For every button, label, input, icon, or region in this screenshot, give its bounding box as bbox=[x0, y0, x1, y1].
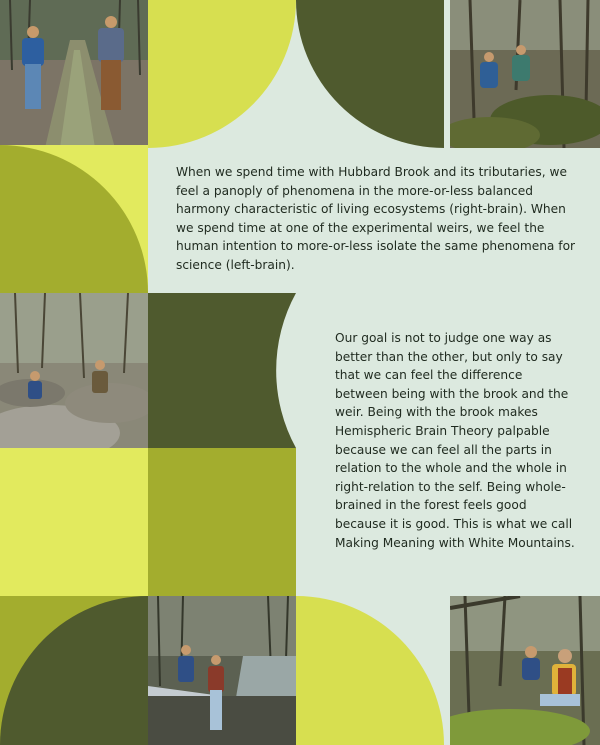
shape-dark-olive-quarter-circle bbox=[296, 0, 444, 148]
shape-olive-square bbox=[148, 448, 296, 596]
photo-people-on-boulders bbox=[0, 293, 148, 448]
shape-lime-quarter-circle bbox=[148, 0, 296, 148]
shape-dark-olive-half-circle bbox=[148, 293, 296, 448]
paragraph-whole-brained: Our goal is not to judge one way as better than the other, but only to say that we can feel the difference between being with the brook and the weir. Being with the brook makes Hemispheric Brain Theory palpable because we can feel all the parts in relation to the whole and the whole in right-relation to the self. Being whole-brained in the forest feels good because it is good. This is what we call Making Meaning with White Mountains. bbox=[335, 331, 575, 550]
shape-lime-half-circle-bottom bbox=[296, 596, 444, 745]
shape-olive-dark-quarter-circle bbox=[0, 596, 148, 745]
shape-yellow-green-square bbox=[0, 448, 148, 596]
paragraph-brook-and-weirs: When we spend time with Hubbard Brook and its tributaries, we feel a panoply of phenomena in the more-or-less balanced harmony characteristic of living ecosystems (right-brain). When we spend time at one of the experimental weirs, we feel the human intention to more-or-less isolate the same phenomena for science (left-brain). bbox=[176, 165, 576, 272]
photo-hikers-rocky-forest bbox=[450, 0, 600, 148]
photo-people-at-guardrail bbox=[148, 596, 296, 745]
photo-hikers-on-trail bbox=[0, 0, 148, 148]
photo-people-sitting-moss bbox=[450, 596, 600, 745]
shape-olive-half-circle bbox=[0, 145, 148, 295]
